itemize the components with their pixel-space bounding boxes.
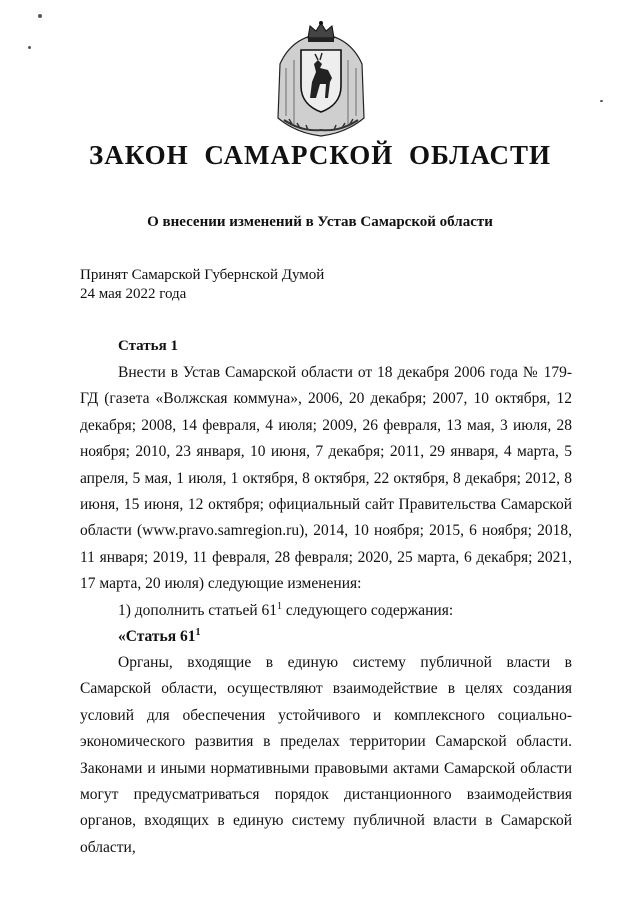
article-1-heading: Статья 1: [118, 338, 178, 354]
amendment-item-1-sup: 1: [277, 601, 283, 612]
article-61-heading-sup: 1: [195, 627, 201, 638]
article-1-text: Внести в Устав Самарской области от 18 декабря 2006 года № 179-ГД (газета «Волжская коммуна», 2006, 20 декабря; 2007, 10 октября, 12 декабря; 2008, 14 февраля, 4 июля; 2009, 26 февраля, 13 мая, 3 июля, 28 ноября; 2010, 23 января, 10 июня, 7 декабря; 2011, 29 января, 4 марта, 5 апреля, 5 мая, 1 июля, 1 октября, 8 октября, 22 октября, 8 декабря; 2012, 8 июня, 15 июня, 12 октября; официальный сайт Правительства Самарской области (www.pravo.samregion.ru), 2014, 10 ноября; 2015, 6 ноября; 2018, 11 января; 2019, 11 февраля, 28 февраля; 2020, 25 марта, 6 декабря; 2021, 17 марта, 20 июля) следующие изменения:: [80, 364, 572, 593]
scan-speck: [600, 100, 603, 102]
document-subtitle: О внесении изменений в Устав Самарской области: [147, 214, 493, 230]
document-title: ЗАКОН САМАРСКОЙ ОБЛАСТИ: [89, 140, 551, 170]
article-61-heading-text: «Статья 61: [118, 628, 196, 645]
scan-speck: [28, 46, 31, 49]
amendment-item-1-suffix: следующего содержания:: [282, 602, 454, 619]
adoption-date: 24 мая 2022 года: [80, 286, 187, 302]
samara-coat-of-arms-icon: [272, 20, 370, 138]
adoption-line-1: Принят Самарской Губернской Думой: [80, 267, 325, 283]
article-61-text: Органы, входящие в единую систему публичной власти в Самарской области, осуществляют взаимодействие в целях создания условий для обеспечения устойчивого и комплексного социально-экономического развития в пределах территории Самарской области. Законами и иными нормативными правовыми актами Самарской области могут предусматриваться порядок дистанционного взаимодействия органов, входящих в единую систему публичной власти в Самарской области,: [80, 654, 572, 856]
amendment-item-1: [118, 598, 453, 624]
adoption-note: [80, 266, 324, 304]
article-61-heading: [118, 624, 200, 650]
scan-speck: [38, 14, 42, 18]
amendment-item-1-prefix: 1) дополнить статьей 61: [118, 602, 278, 619]
